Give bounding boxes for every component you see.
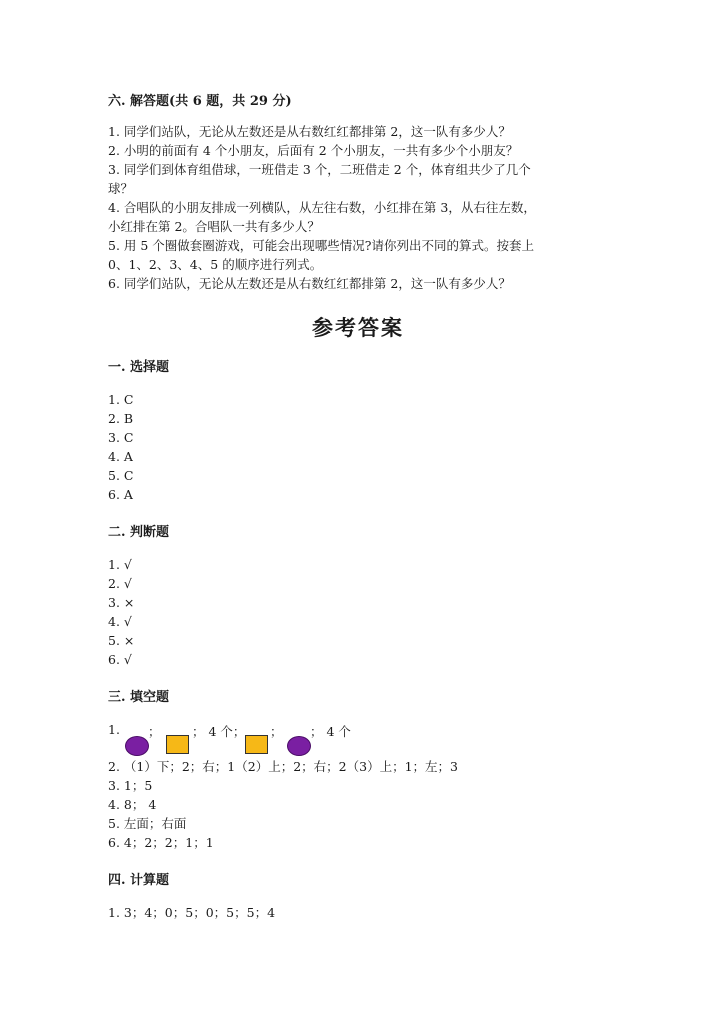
section-6-line: 小红排在第 2。合唱队一共有多少人？ xyxy=(108,219,320,234)
fill-answer-1-sep: ； xyxy=(270,724,283,739)
yellow-square-shape xyxy=(245,735,268,754)
fill-answer-1-sep: ； 4 个 xyxy=(310,724,351,739)
fill-answer-1-num: 1. xyxy=(108,722,120,737)
calc-answer: 1. 3；4；0；5；0；5；5；4 xyxy=(108,905,276,920)
purple-circle-shape xyxy=(125,736,149,756)
fill-answer-1-sep: ； 4 个； xyxy=(192,724,246,739)
purple-circle-shape xyxy=(287,736,311,756)
section-6-line: 6. 同学们站队，无论从左数还是从右数红红都排第 2，这一队有多少人？ xyxy=(108,276,511,291)
fill-answer: 6. 4；2；2；1；1 xyxy=(108,835,214,850)
fill-answer: 2. （1）下；2；右；1（2）上；2；右；2（3）上；1；左；3 xyxy=(108,759,458,774)
section-6-line: 球？ xyxy=(108,181,134,196)
fill-answer-1-sep: ； xyxy=(148,724,161,739)
section-6-line: 1. 同学们站队，无论从左数还是从右数红红都排第 2，这一队有多少人？ xyxy=(108,124,511,139)
choice-answer: 3. C xyxy=(108,430,134,445)
judge-answer: 4. √ xyxy=(108,614,132,629)
judge-answer: 1. √ xyxy=(108,557,132,572)
fill-answer-1 xyxy=(108,722,608,758)
fill-answer: 3. 1；5 xyxy=(108,778,153,793)
answers-title: 参考答案 xyxy=(312,315,404,340)
choice-answer: 5. C xyxy=(108,468,134,483)
judge-answer: 2. √ xyxy=(108,576,132,591)
fill-title: 三. 填空题 xyxy=(108,690,170,705)
yellow-square-shape xyxy=(166,735,189,754)
judge-answer: 6. √ xyxy=(108,652,132,667)
section-6-line: 2. 小明的前面有 4 个小朋友，后面有 2 个小朋友，一共有多少个小朋友？ xyxy=(108,143,519,158)
judge-title: 二. 判断题 xyxy=(108,525,170,540)
judge-answer: 3. × xyxy=(108,595,135,610)
section-6-title: 六. 解答题(共 6 题，共 29 分) xyxy=(108,94,292,109)
section-6-line: 5. 用 5 个圈做套圈游戏，可能会出现哪些情况?请你列出不同的算式。按套上 xyxy=(108,238,535,253)
fill-answer: 5. 左面；右面 xyxy=(108,816,187,831)
section-6-line: 3. 同学们到体育组借球，一班借走 3 个，二班借走 2 个，体育组共少了几个 xyxy=(108,162,531,177)
choice-answer: 4. A xyxy=(108,449,133,464)
choice-answer: 2. B xyxy=(108,411,134,426)
judge-answer: 5. × xyxy=(108,633,135,648)
choice-answer: 1. C xyxy=(108,392,134,407)
section-6-line: 0、1、2、3、4、5 的顺序进行列式。 xyxy=(108,257,323,272)
fill-answer: 4. 8； 4 xyxy=(108,797,157,812)
calc-title: 四. 计算题 xyxy=(108,873,170,888)
choice-answer: 6. A xyxy=(108,487,133,502)
section-6-line: 4. 合唱队的小朋友排成一列横队，从左往右数，小红排在第 3，从右往左数， xyxy=(108,200,536,215)
choice-title: 一. 选择题 xyxy=(108,360,170,375)
